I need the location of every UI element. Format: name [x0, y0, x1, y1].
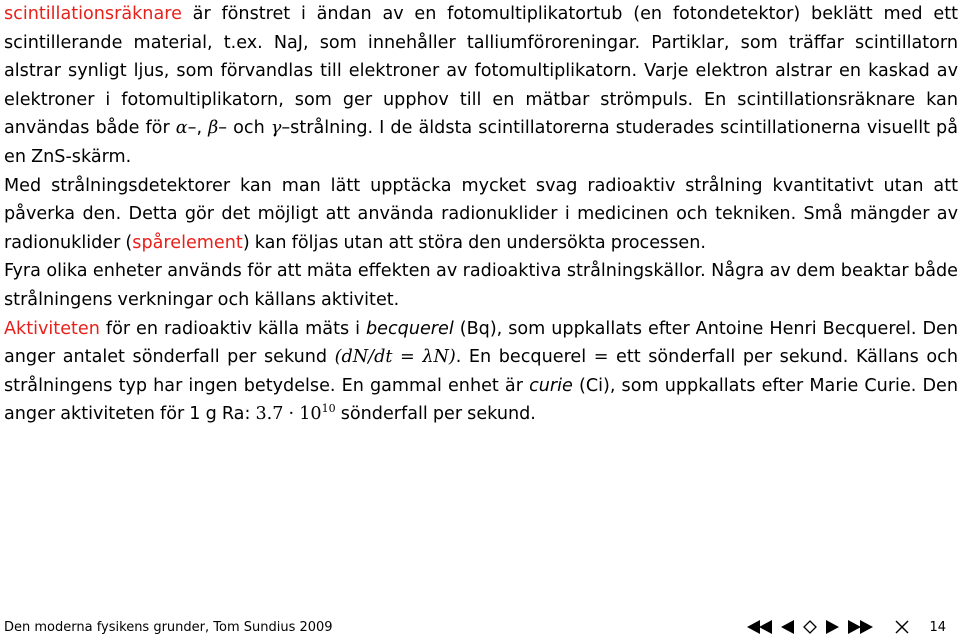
text-segment: Med strålningsdetektorer kan man lätt upptäcka mycket svag radioaktiv strålning kvantitativt utan att påverka den. Detta gör det möjligt att använda radionuklider i medicinen och tekniken. Små mängder av radionuklider (	[4, 175, 958, 253]
navigation-bar	[747, 617, 946, 637]
slide-footer	[4, 616, 946, 638]
gamma-symbol: γ	[270, 118, 282, 139]
beta-symbol: β	[208, 118, 219, 139]
decay-formula: (dN/dt = λN)	[334, 347, 456, 368]
text-segment: (Bq), som uppkallats efter Antoine Henri Becquerel. Den anger antalet sönderfall per sekund	[4, 318, 958, 368]
text-segment: – och	[218, 118, 271, 139]
footer-text: Den moderna fysikens grunder, Tom Sundius 2009	[4, 619, 333, 635]
curie-term: curie	[529, 375, 573, 396]
text-segment: sönderfall per sekund.	[335, 404, 536, 425]
link-scintillationsraknare[interactable]: scintillationsräknare	[4, 4, 182, 24]
paragraph-detectors	[4, 172, 958, 258]
paragraph-scintillation	[4, 0, 958, 172]
link-aktiviteten[interactable]: Aktiviteten	[4, 318, 100, 339]
paragraph-units	[4, 257, 958, 314]
activity-value	[255, 404, 335, 424]
page-number: 14	[929, 619, 946, 635]
text-segment: ) kan följas utan att störa den undersökta processen.	[242, 232, 706, 253]
activity-exponent: 10	[321, 402, 336, 416]
close-icon[interactable]	[895, 617, 909, 637]
paragraph-activity	[4, 315, 958, 429]
text-segment: Fyra olika enheter används för att mäta effekten av radioaktiva strålningskällor. Några av dem beaktar både strålningens verkningar och källans aktivitet.	[4, 261, 958, 310]
home-icon[interactable]	[803, 617, 817, 637]
first-page-icon[interactable]	[747, 617, 773, 637]
alpha-symbol: α	[175, 118, 188, 139]
link-sparelement[interactable]: spårelement	[132, 232, 243, 253]
activity-mantissa: 3.7 · 10	[255, 404, 322, 425]
becquerel-term: becquerel	[365, 318, 454, 339]
next-page-icon[interactable]	[825, 617, 839, 637]
prev-page-icon[interactable]	[781, 617, 795, 637]
last-page-icon[interactable]	[847, 617, 873, 637]
text-segment: (Ci), som uppkallats efter Marie Curie. Den anger aktiviteten för 1 g Ra:	[4, 375, 958, 425]
text-segment: ett sönderfall per sekund. Källans och strålningens typ har ingen betydelse. En gammal enhet är	[4, 347, 959, 396]
text-segment: –strålning. I de äldsta scintillatorerna studerades scintillationerna visuellt på en ZnS-skärm.	[4, 118, 959, 167]
text-segment: –,	[187, 118, 209, 139]
text-segment: är fönstret i ändan av en fotomultiplikatortub (en fotondetektor) beklätt med ett scintillerande material, t.ex. NaJ, som innehåller talliumföroreningar. Partiklar, som träffar scintillatorn alstrar synligt ljus, som förvandlas till elektroner av fotomultiplikatorn. Varje elektron alstrar en kaskad av elektroner i fotomultiplikatorn, som ger upphov till en mätbar strömpuls. En scintillationsräknare kan användas både för	[4, 4, 958, 139]
text-segment: . En becquerel	[455, 347, 594, 368]
equals-sign: =	[593, 347, 609, 368]
slide-content	[4, 0, 958, 429]
text-segment: för en radioaktiv källa mäts i	[99, 318, 366, 339]
